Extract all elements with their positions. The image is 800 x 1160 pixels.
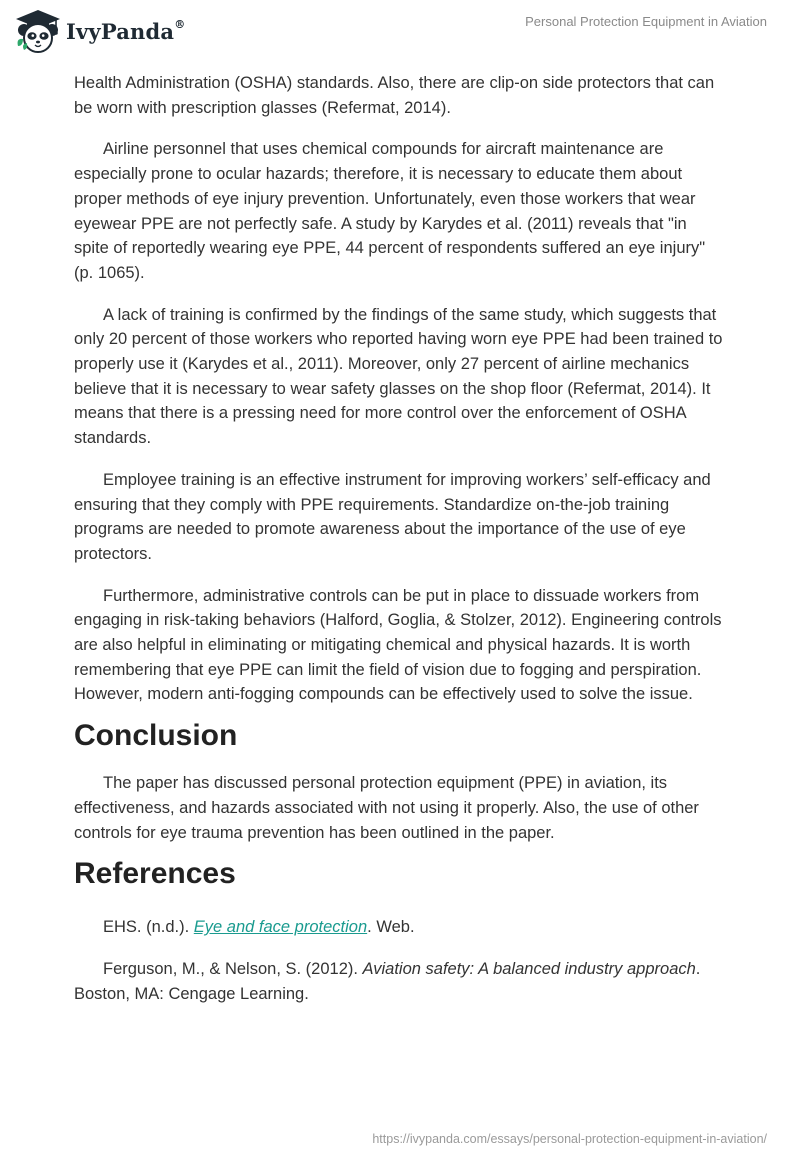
reference-suffix: . Boston, MA: Cengage Learning. [74, 959, 701, 1003]
panda-graduation-icon [14, 8, 62, 54]
brand-name [66, 19, 185, 44]
reference-item [74, 915, 724, 940]
essay-body [74, 71, 724, 1023]
page-header [0, 0, 800, 60]
paragraph-1: Health Administration (OSHA) standards. Also, there are clip-on side protectors that can be worn with prescription glasses (Refermat, 2014). [74, 74, 715, 117]
conclusion-heading: Conclusion [74, 719, 238, 753]
paragraph-3: A lack of training is confirmed by the findings of the same study, which suggests that only 20 percent of those workers who reported having worn eye PPE had been trained to properly use it (Karydes et al., 2011). Moreover, only 27 percent of airline mechanics believe that it is necessary to wear safety glasses on the shop floor (Refermat, 2014). It means that there is a pressing need for more control over the enforcement of OSHA standards. [74, 305, 723, 448]
reference-author: EHS. (n.d.). [103, 918, 194, 937]
ivypanda-logo[interactable] [14, 6, 214, 56]
paragraph-4: Employee training is an effective instrument for improving workers’ self-efficacy and ensuring that they comply with PPE requirements. Standardize on-the-job training programs are needed to promote awareness about the importance of the use of eye protectors. [74, 470, 711, 563]
conclusion-paragraph: The paper has discussed personal protection equipment (PPE) in aviation, its effectiveness, and hazards associated with not using it properly. Also, the use of other controls for eye trauma prevention has been outlined in the paper. [74, 774, 699, 842]
reference-suffix: . Web. [367, 918, 415, 937]
registered-mark: ® [174, 17, 186, 31]
paragraph-5: Furthermore, administrative controls can be put in place to dissuade workers from engaging in risk-taking behaviors (Halford, Goglia, & Stolzer, 2012). Engineering controls are also helpful in eliminating or mitigating chemical and physical hazards. It is worth remembering that eye PPE can limit the field of vision due to fogging and perspiration. However, modern anti-fogging compounds can be effectively used to solve the issue. [74, 586, 722, 704]
document-title: Personal Protection Equipment in Aviation [525, 14, 767, 29]
references-heading: References [74, 857, 236, 891]
source-url[interactable]: https://ivypanda.com/essays/personal-protection-equipment-in-aviation/ [372, 1132, 767, 1146]
brand-label: IvyPanda [66, 18, 175, 44]
reference-author: Ferguson, M., & Nelson, S. (2012). [103, 959, 363, 978]
reference-item [74, 957, 724, 1006]
reference-title: Aviation safety: A balanced industry approach [362, 959, 696, 978]
reference-link[interactable]: Eye and face protection [193, 918, 368, 937]
paragraph-2: Airline personnel that uses chemical compounds for aircraft maintenance are especially prone to ocular hazards; therefore, it is necessary to educate them about proper methods of eye injury prevention. Unfortunately, even those workers that wear eyewear PPE are not perfectly safe. A study by Karydes et al. (2011) reveals that "in spite of reportedly wearing eye PPE, 44 percent of respondents suffered an eye injury" (p. 1065). [74, 140, 706, 282]
